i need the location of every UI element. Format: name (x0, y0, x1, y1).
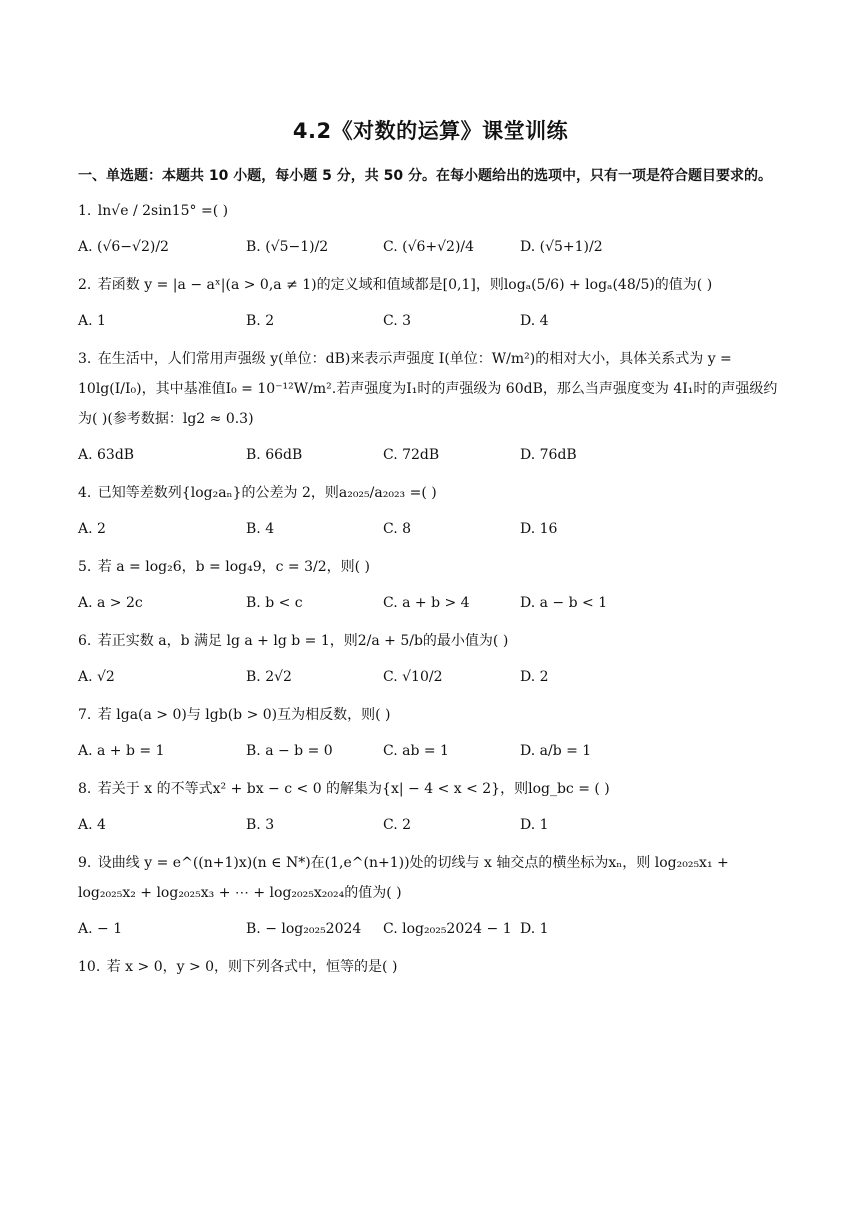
question-list (78, 196, 783, 982)
question-number: 10. (78, 959, 101, 975)
option-b: B. 4 (246, 521, 275, 537)
question-stem: 设曲线 y = e^((n+1)x)(n ∈ N*)在(1,e^(n+1))处的切线与 x 轴交点的横坐标为xₙ，则 log₂₀₂₅x₁ + log₂₀₂₅x₂ + log₂₀₂₅x₃ + ⋯ + log₂₀₂₅x₂₀₂₄的值为( ) (78, 855, 729, 901)
option-c: C. 2 (383, 817, 412, 833)
question-number: 1. (78, 203, 92, 219)
option-b: B. 2√2 (246, 669, 292, 685)
option-b: B. 66dB (246, 447, 303, 463)
page-title: 4.2《对数的运算》课堂训练 (292, 119, 569, 143)
option-b: B. 2 (246, 313, 275, 329)
question-stem: 若关于 x 的不等式x² + bx − c < 0 的解集为{x| − 4 < x < 2}，则log_bc = ( ) (93, 781, 610, 797)
option-d: D. 1 (520, 817, 549, 833)
question-text (78, 478, 783, 508)
question-text (78, 626, 783, 656)
question-stem: 在生活中，人们常用声强级 y(单位：dB)来表示声强度 I(单位：W/m²)的相对大小，具体关系式为 y = 10lg(I/I₀)，其中基准值I₀ = 10⁻¹²W/m².若声强度为I₁时的声强级为 60dB，那么当声强度变为 4I₁时的声强级约为( )(参考数据：lg2 ≈ 0.3) (78, 351, 778, 427)
question-text (78, 196, 783, 226)
option-a: A. − 1 (78, 921, 123, 937)
question-5 (78, 552, 783, 616)
section-heading: 一、单选题：本题共 10 小题，每小题 5 分，共 50 分。在每小题给出的选项中，只有一项是符合题目要求的。 (78, 168, 772, 184)
question-stem: 已知等差数列{log₂aₙ}的公差为 2，则a₂₀₂₅/a₂₀₂₃ =( ) (93, 485, 437, 501)
option-row (78, 916, 783, 942)
option-b: B. − log₂₀₂₅2024 (246, 921, 362, 937)
question-2 (78, 270, 783, 334)
question-number: 9. (78, 855, 92, 871)
option-a: A. 63dB (78, 447, 135, 463)
question-text (78, 952, 783, 982)
question-number: 4. (78, 485, 92, 501)
question-1 (78, 196, 783, 260)
option-a: A. a > 2c (78, 595, 143, 611)
option-c: C. √10/2 (383, 669, 443, 685)
question-number: 2. (78, 277, 92, 293)
option-a: A. (√6−√2)/2 (78, 239, 169, 255)
option-row (78, 738, 783, 764)
option-c: C. (√6+√2)/4 (383, 239, 475, 255)
option-row (78, 590, 783, 616)
question-text (78, 552, 783, 582)
option-a: A. a + b = 1 (78, 743, 165, 759)
option-d: D. 2 (520, 669, 549, 685)
question-7 (78, 700, 783, 764)
question-4 (78, 478, 783, 542)
option-c: C. a + b > 4 (383, 595, 470, 611)
option-row (78, 442, 783, 468)
option-d: D. 16 (520, 521, 558, 537)
option-row (78, 812, 783, 838)
option-d: D. 4 (520, 313, 549, 329)
question-number: 8. (78, 781, 92, 797)
question-stem: 若 lga(a > 0)与 lgb(b > 0)互为相反数，则( ) (93, 707, 391, 723)
option-row (78, 664, 783, 690)
question-stem: 若正实数 a，b 满足 lg a + lg b = 1，则2/a + 5/b的最小值为( ) (93, 633, 509, 649)
question-stem: ln√e / 2sin15° =( ) (93, 203, 229, 219)
question-number: 7. (78, 707, 92, 723)
option-c: C. ab = 1 (383, 743, 449, 759)
question-text (78, 848, 783, 908)
option-d: D. 1 (520, 921, 549, 937)
option-row (78, 234, 783, 260)
option-c: C. 72dB (383, 447, 440, 463)
option-c: C. 8 (383, 521, 412, 537)
question-9 (78, 848, 783, 942)
option-b: B. b < c (246, 595, 303, 611)
option-a: A. √2 (78, 669, 115, 685)
option-b: B. (√5−1)/2 (246, 239, 329, 255)
question-stem: 若 a = log₂6，b = log₄9，c = 3/2，则( ) (93, 559, 370, 575)
question-text (78, 700, 783, 730)
option-a: A. 1 (78, 313, 106, 329)
option-d: D. (√5+1)/2 (520, 239, 603, 255)
option-row (78, 516, 783, 542)
option-c: C. 3 (383, 313, 412, 329)
option-d: D. a − b < 1 (520, 595, 608, 611)
question-number: 5. (78, 559, 92, 575)
question-stem: 若 x > 0，y > 0，则下列各式中，恒等的是( ) (102, 959, 398, 975)
question-text (78, 344, 783, 434)
option-d: D. a/b = 1 (520, 743, 592, 759)
question-6 (78, 626, 783, 690)
option-b: B. a − b = 0 (246, 743, 333, 759)
option-a: A. 4 (78, 817, 106, 833)
question-number: 3. (78, 351, 92, 367)
question-text (78, 270, 783, 300)
option-row (78, 308, 783, 334)
option-a: A. 2 (78, 521, 106, 537)
worksheet-page (78, 110, 783, 982)
question-text (78, 774, 783, 804)
question-number: 6. (78, 633, 92, 649)
option-c: C. log₂₀₂₅2024 − 1 (383, 921, 512, 937)
option-d: D. 76dB (520, 447, 577, 463)
question-10 (78, 952, 783, 982)
option-b: B. 3 (246, 817, 275, 833)
question-stem: 若函数 y = |a − aˣ|(a > 0,a ≠ 1)的定义域和值域都是[0,1]，则logₐ(5/6) + logₐ(48/5)的值为( ) (93, 277, 713, 293)
question-3 (78, 344, 783, 468)
question-8 (78, 774, 783, 838)
